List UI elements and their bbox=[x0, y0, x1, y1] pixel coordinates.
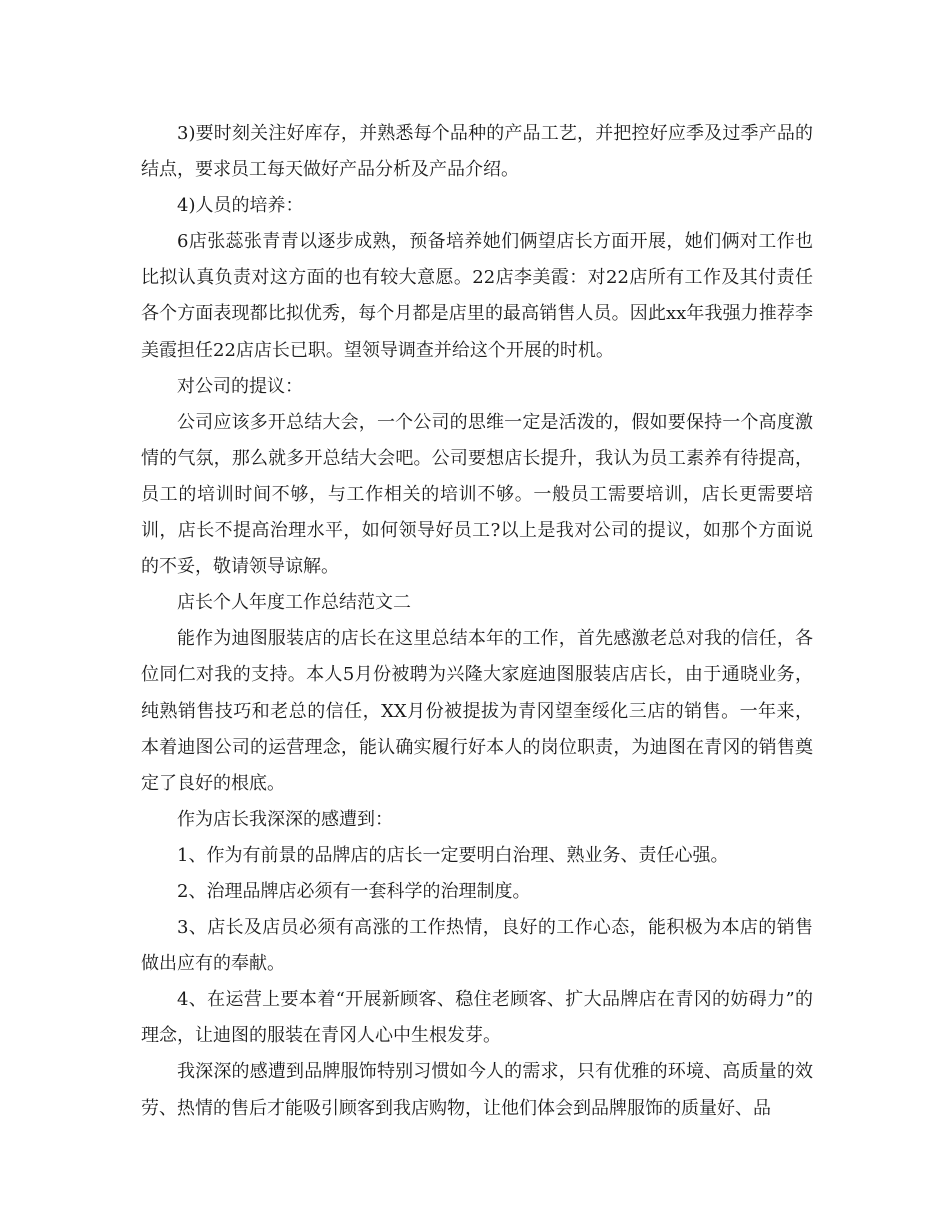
paragraph-staff-training-heading: 4)人员的培养： bbox=[177, 195, 304, 217]
paragraph-staff-training: 6店张蕊张青青以逐步成熟，预备培养她们俩望店长方面开展，她们俩对工作也比拟认真负责对这方面的也有较大意愿。22店李美霞：对22店所有工作及其付责任各个方面表现都比拟优秀，每个月都是店里的最高销售人员。因此xx年我强力推荐李美霞担任22店店长已职。望领导调查并给这个开展的时机。 bbox=[141, 231, 813, 361]
document-body bbox=[141, 116, 813, 1127]
list-item-1: 1、作为有前景的品牌店的店长一定要明白治理、熟业务、责任心强。 bbox=[177, 844, 729, 866]
paragraph-feelings-heading: 作为店长我深深的感遭到： bbox=[177, 808, 393, 830]
list-item-3: 3、店长及店员必须有高涨的工作热情，良好的工作心态，能积极为本店的销售做出应有的奉献。 bbox=[141, 917, 813, 975]
paragraph-brand-needs: 我深深的感遭到品牌服饰特别习惯如今人的需求，只有优雅的环境、高质量的效劳、热情的售后才能吸引顾客到我店购物，让他们体会到品牌服饰的质量好、品 bbox=[141, 1061, 813, 1119]
section-title-sample-two: 店长个人年度工作总结范文二 bbox=[177, 592, 411, 614]
paragraph-introduction: 能作为迪图服装店的店长在这里总结本年的工作，首先感激老总对我的信任，各位同仁对我的支持。本人5月份被聘为兴隆大家庭迪图服装店店长，由于通晓业务，纯熟销售技巧和老总的信任，XX月份被提拔为青冈望奎绥化三店的销售。一年来，本着迪图公司的运营理念，能认确实履行好本人的岗位职责，为迪图在青冈的销售奠定了良好的根底。 bbox=[141, 628, 813, 794]
list-item-2: 2、治理品牌店必须有一套科学的治理制度。 bbox=[177, 880, 531, 902]
paragraph-company-suggestion-heading: 对公司的提议： bbox=[177, 375, 303, 397]
list-item-4: 4、在运营上要本着“开展新顾客、稳住老顾客、扩大品牌店在青冈的妨碍力”的理念，让迪图的服装在青冈人心中生根发芽。 bbox=[141, 989, 813, 1047]
paragraph-company-suggestion: 公司应该多开总结大会，一个公司的思维一定是活泼的，假如要保持一个高度激情的气氛，那么就多开总结大会吧。公司要想店长提升，我认为员工素养有待提高，员工的培训时间不够，与工作相关的培训不够。一般员工需要培训，店长更需要培训，店长不提高治理水平，如何领导好员工?以上是我对公司的提议，如那个方面说的不妥，敬请领导谅解。 bbox=[141, 411, 813, 578]
paragraph-inventory: 3)要时刻关注好库存，并熟悉每个品种的产品工艺，并把控好应季及过季产品的结点，要求员工每天做好产品分析及产品介绍。 bbox=[141, 123, 813, 181]
